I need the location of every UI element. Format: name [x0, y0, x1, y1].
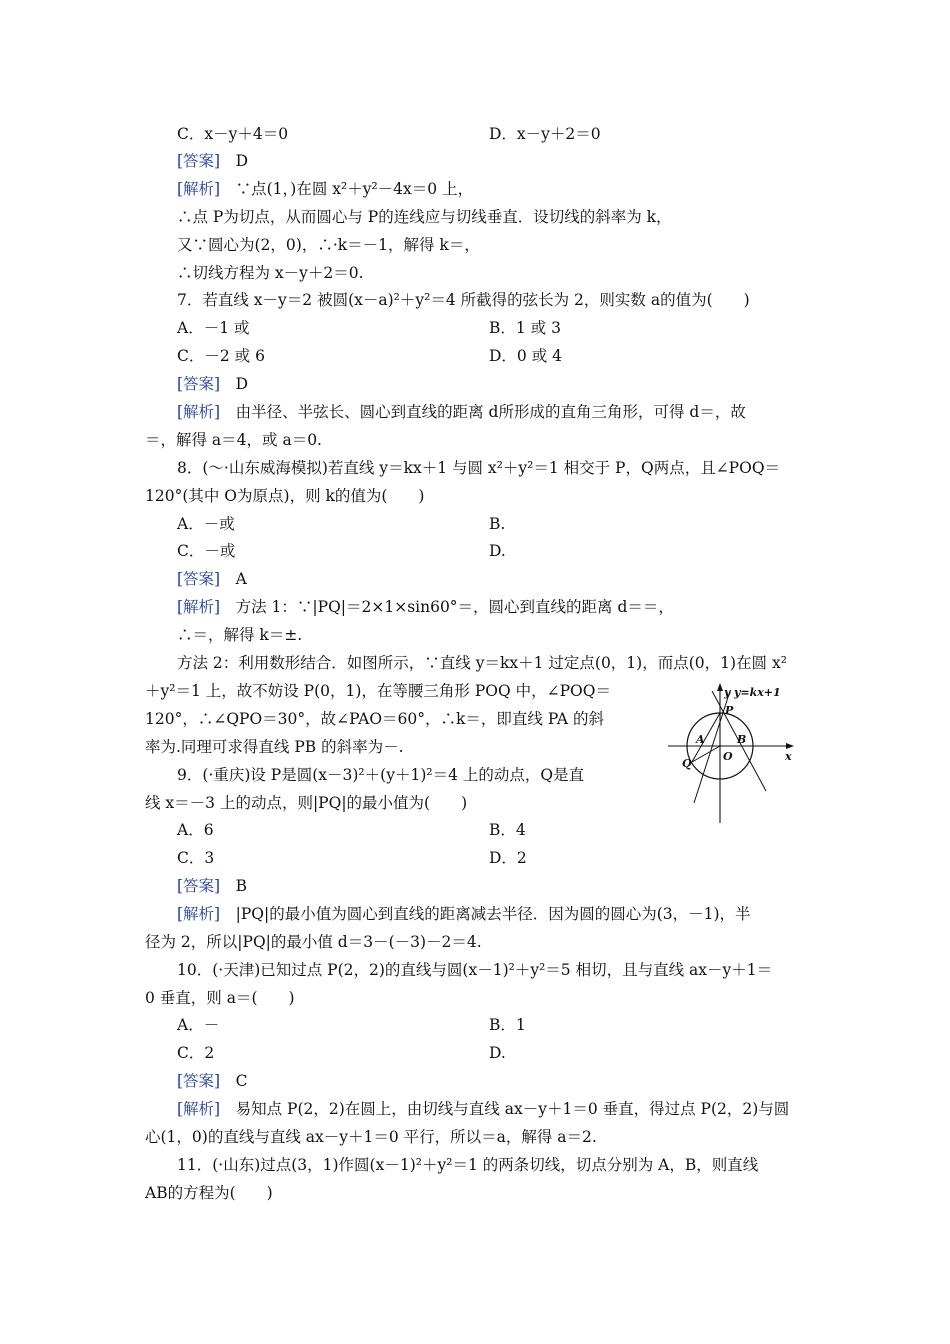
- q8-analysis-6: 率为.同理可求得直线 PB 的斜率为－.: [145, 738, 404, 756]
- q7-stem: 7．若直线 x－y＝2 被圆(x－a)²＋y²＝4 所截得的弦长为 2，则实数 a的值为( ): [177, 291, 750, 309]
- label-o: O: [723, 750, 733, 763]
- label-a: A: [696, 733, 705, 746]
- q10-analysis-2: 心(1，0)的直线与直线 ax－y＋1＝0 平行，所以＝a，解得 a＝2.: [145, 1128, 597, 1146]
- q6-option-d: D．x－y＋2＝0: [489, 125, 601, 143]
- q10-option-b: B．1: [489, 1016, 526, 1034]
- label-p: P: [725, 704, 734, 717]
- q7-option-c: C．－2 或 6: [177, 347, 265, 365]
- answer-tag: [答案]: [177, 570, 221, 588]
- q9-option-c: C．3: [177, 849, 215, 867]
- y-axis-arrow: [717, 683, 723, 691]
- q10-stem-1: 10．(·天津)已知过点 P(2，2)的直线与圆(x－1)²＋y²＝5 相切，且与直线 ax－y＋1＝: [177, 961, 773, 979]
- q10-option-a: A．－: [177, 1016, 220, 1034]
- q9-answer-row: [177, 876, 247, 896]
- q7-option-a: A．－1 或: [177, 319, 250, 337]
- q7-option-b: B．1 或 3: [489, 319, 561, 337]
- q8-analysis-1: 方法 1：∵|PQ|＝2×1×sin60°＝，圆心到直线的距离 d＝＝，: [235, 598, 674, 616]
- label-x: x: [785, 750, 792, 763]
- analysis-tag: [解析]: [177, 598, 221, 616]
- analysis-tag: [解析]: [177, 1100, 221, 1118]
- q10-answer-row: [177, 1071, 248, 1091]
- circle-line-figure: [668, 683, 794, 823]
- q7-analysis-row: [177, 402, 746, 422]
- q7-analysis-1: 由半径、半弦长、圆心到直线的距离 d所形成的直角三角形，可得 d＝，故: [235, 403, 746, 421]
- q8-option-a: A．－或: [177, 515, 235, 533]
- q10-analysis-1: 易知点 P(2，2)在圆上，由切线与直线 ax－y＋1＝0 垂直，得过点 P(2，2)与圆: [235, 1100, 790, 1118]
- analysis-tag: [解析]: [177, 403, 221, 421]
- q9-analysis-2: 径为 2，所以|PQ|的最小值 d＝3－(－3)－2＝4.: [145, 933, 482, 951]
- q8-analysis-4: ＋y²＝1 上，故不妨设 P(0，1)，在等腰三角形 POQ 中，∠POQ＝: [145, 682, 611, 700]
- q8-stem-1: 8．(～·山东威海模拟)若直线 y＝kx＋1 与圆 x²＋y²＝1 相交于 P，Q两点，且∠POQ＝: [177, 459, 781, 477]
- answer-tag: [答案]: [177, 877, 221, 895]
- q8-answer-row: [177, 569, 247, 589]
- q8-analysis-3: 方法 2：利用数形结合．如图所示，∵直线 y＝kx＋1 过定点(0，1)，而点(0，1)在圆 x²: [177, 654, 787, 672]
- q9-answer: B: [235, 877, 248, 895]
- q8-option-c: C．－或: [177, 542, 236, 560]
- q10-option-d: D.: [489, 1044, 506, 1062]
- q9-analysis-row: [177, 904, 751, 924]
- x-axis-arrow: [786, 743, 794, 749]
- q9-option-b: B．4: [489, 821, 526, 839]
- analysis-tag: [解析]: [177, 905, 221, 923]
- q6-analysis-4: ∴切线方程为 x－y＋2＝0.: [177, 264, 364, 282]
- q8-analysis-row: [177, 597, 674, 617]
- q6-analysis-1: ∵点(1，)在圆 x²＋y²－4x＝0 上，: [235, 180, 474, 198]
- answer-tag: [答案]: [177, 1072, 221, 1090]
- label-q: Q: [682, 757, 692, 770]
- q8-analysis-5: 120°，∴∠QPO＝30°，故∠PAO＝60°，∴k＝，即直线 PA 的斜: [145, 710, 604, 728]
- answer-tag: [答案]: [177, 375, 221, 393]
- q8-stem-2: 120°(其中 O为原点)，则 k的值为( ): [145, 487, 425, 505]
- q9-analysis-1: |PQ|的最小值为圆心到直线的距离减去半径．因为圆的圆心为(3，－1)，半: [235, 905, 751, 923]
- q6-analysis-row: [177, 179, 473, 199]
- q7-analysis-2: ＝，解得 a＝4，或 a＝0.: [145, 431, 322, 449]
- q6-option-c: C．x－y＋4＝0: [177, 125, 289, 143]
- q7-answer-row: [177, 374, 248, 394]
- answer-tag: [答案]: [177, 152, 221, 170]
- q10-option-c: C．2: [177, 1044, 215, 1062]
- q8-answer: A: [235, 570, 247, 588]
- label-b: B: [737, 733, 747, 746]
- q10-stem-2: 0 垂直，则 a＝( ): [145, 989, 295, 1007]
- analysis-tag: [解析]: [177, 180, 221, 198]
- q9-option-d: D．2: [489, 849, 527, 867]
- q7-option-d: D．0 或 4: [489, 347, 563, 365]
- q9-stem-2: 线 x＝－3 上的动点，则|PQ|的最小值为( ): [145, 794, 468, 812]
- q8-option-b: B.: [489, 515, 506, 533]
- q7-answer: D: [235, 375, 249, 393]
- q6-answer: D: [235, 152, 249, 170]
- q9-stem-1: 9．(·重庆)设 P是圆(x－3)²＋(y＋1)²＝4 上的动点，Q是直: [177, 766, 585, 784]
- q10-analysis-row: [177, 1099, 789, 1119]
- q10-answer: C: [235, 1072, 248, 1090]
- q11-stem-2: AB的方程为( ): [145, 1184, 273, 1202]
- label-y: y: [724, 686, 731, 699]
- q8-option-d: D.: [489, 542, 506, 560]
- q6-analysis-3: 又∵圆心为(2，0)，∴·k＝－1，解得 k＝，: [177, 236, 480, 254]
- label-line-equation: y=kx+1: [734, 686, 781, 699]
- q6-analysis-2: ∴点 P为切点，从而圆心与 P的连线应与切线垂直．设切线的斜率为 k，: [177, 208, 672, 226]
- q9-option-a: A．6: [177, 821, 214, 839]
- q8-analysis-2: ∴＝，解得 k＝±.: [177, 626, 303, 644]
- q11-stem-1: 11．(·山东)过点(3，1)作圆(x－1)²＋y²＝1 的两条切线，切点分别为 A，B，则直线: [177, 1156, 759, 1174]
- q6-answer-row: [177, 151, 248, 171]
